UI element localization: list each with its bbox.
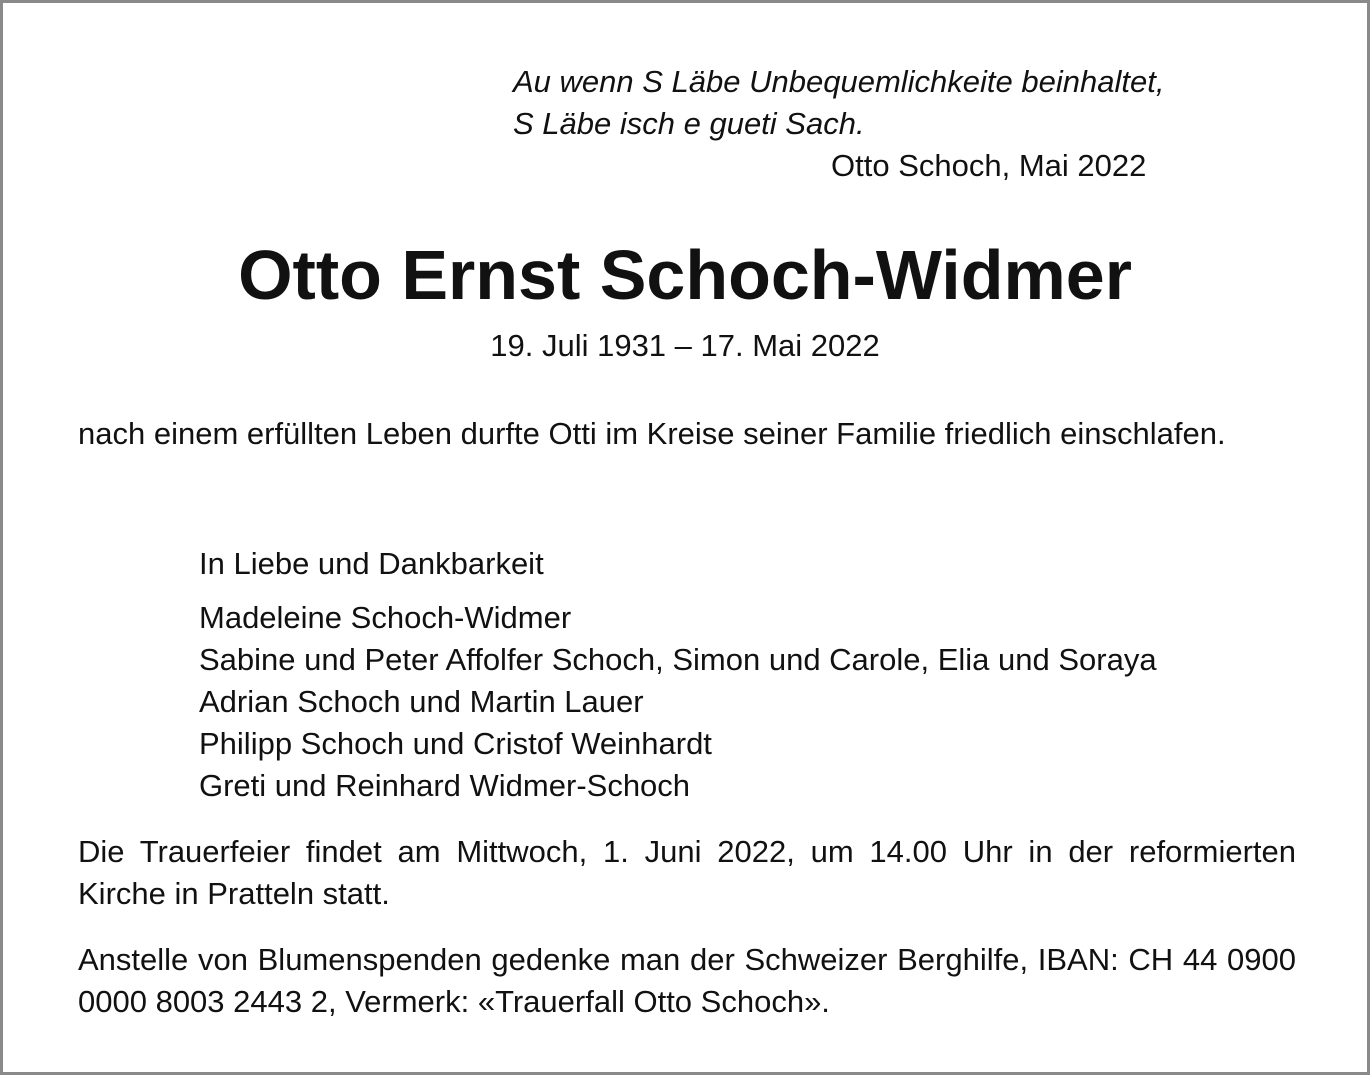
quote-line-1: Au wenn S Läbe Unbequemlichkeite beinhaltet, [513,64,1165,99]
ceremony-text: Die Trauerfeier findet am Mittwoch, 1. Juni 2022, um 14.00 Uhr in der reformierten Kirche in Pratteln statt. [78,834,1296,911]
epigraph-quote [513,61,1164,145]
donation-text: Anstelle von Blumenspenden gedenke man der Schweizer Berghilfe, IBAN: CH 44 0900 0000 8003 2443 2, Vermerk: «Trauerfall Otto Schoch». [78,942,1296,1019]
quote-line-2: S Läbe isch e gueti Sach. [513,106,865,141]
mourners-list [199,597,1157,807]
mourner-name: Madeleine Schoch-Widmer [199,600,572,635]
mourner-name: Sabine und Peter Affolfer Schoch, Simon und Carole, Elia und Soraya [199,642,1157,677]
quote-author: Otto Schoch, Mai 2022 [831,148,1147,183]
mourner-name: Adrian Schoch und Martin Lauer [199,684,644,719]
mourner-name: Philipp Schoch und Cristof Weinhardt [199,726,712,761]
mourner-name: Greti und Reinhard Widmer-Schoch [199,768,691,803]
announcement-text: nach einem erfüllten Leben durfte Otti im Kreise seiner Familie friedlich einschlafen. [78,416,1226,451]
mourners-heading: In Liebe und Dankbarkeit [199,546,544,581]
life-dates: 19. Juli 1931 – 17. Mai 2022 [490,328,880,363]
deceased-name: Otto Ernst Schoch-Widmer [238,236,1132,314]
